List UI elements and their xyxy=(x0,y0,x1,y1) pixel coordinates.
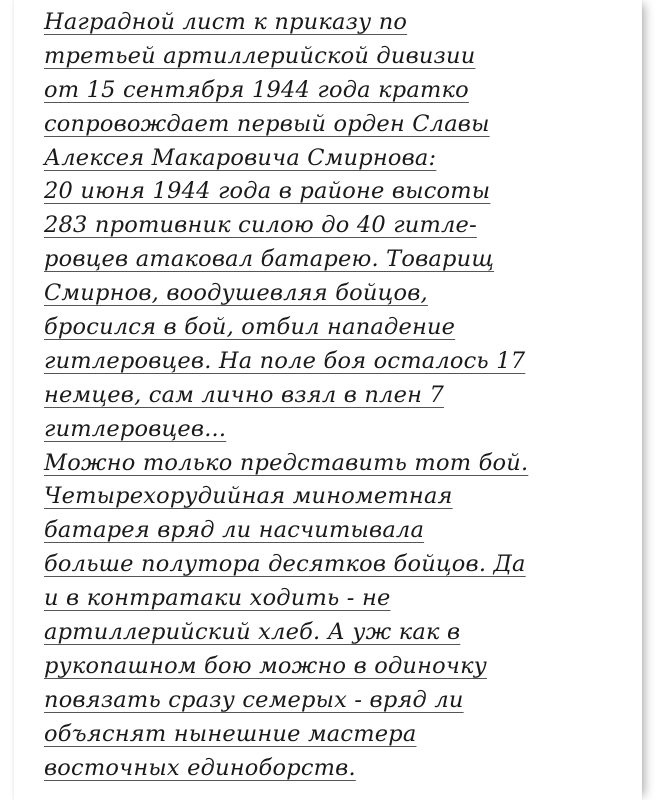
notebook-page xyxy=(14,0,642,800)
handwritten-text xyxy=(44,6,640,785)
text-line: ровцев атаковал батарею. Товарищ xyxy=(44,246,495,273)
text-line: 20 июня 1944 года в районе высоты xyxy=(44,178,491,205)
text-line: гитлеровцев. На поле боя осталось 17 xyxy=(44,347,526,374)
text-line: повязать сразу семерых - вряд ли xyxy=(44,686,464,713)
text-line: от 15 сентября 1944 года кратко xyxy=(44,76,469,103)
text-line: рукопашном бою можно в одиночку xyxy=(44,652,487,679)
text-line: третьей артиллерийской дивизии xyxy=(44,42,476,69)
text-line: батарея вряд ли насчитывала xyxy=(44,517,425,544)
text-line: объяснят нынешние мастера xyxy=(44,720,417,747)
text-line: сопровождает первый орден Славы xyxy=(44,110,490,137)
text-line: немцев, сам лично взял в плен 7 xyxy=(44,381,444,408)
text-line: Смирнов, воодушевляя бойцов, xyxy=(44,280,428,307)
text-line: и в контратаки ходить - не xyxy=(44,585,391,612)
text-line: восточных единоборств. xyxy=(44,754,356,781)
text-line: гитлеровцев... xyxy=(44,415,227,442)
text-line: бросился в бой, отбил нападение xyxy=(44,314,456,341)
text-line: 283 противник силою до 40 гитле- xyxy=(44,212,477,239)
text-line: больше полутора десятков бойцов. Да xyxy=(44,551,526,578)
text-line: Можно только представить тот бой. xyxy=(44,449,529,476)
text-line: Четырехорудийная минометная xyxy=(44,483,453,510)
text-line: Наградной лист к приказу по xyxy=(44,9,408,35)
text-line: артиллерийский хлеб. А уж как в xyxy=(44,619,461,646)
text-line: Алексея Макаровича Смирнова: xyxy=(44,144,437,171)
